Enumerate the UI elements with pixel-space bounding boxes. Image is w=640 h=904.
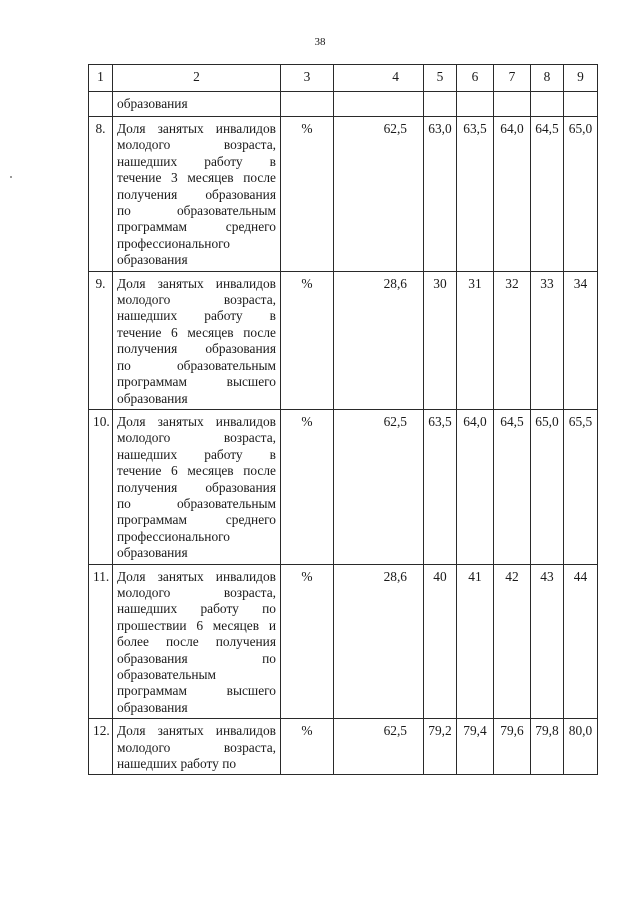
year-value-cell: 63,5 (457, 117, 494, 272)
year-value-cell: 79,6 (494, 719, 531, 775)
year-value-cell: 43 (531, 564, 564, 719)
year-value-cell: 65,0 (531, 409, 564, 564)
row-number: 10. (89, 409, 113, 564)
description-line: получения образования (117, 341, 276, 357)
header-cell: 8 (531, 65, 564, 92)
description-line: Доля занятых инвалидов (117, 568, 276, 584)
year-value-cell: 80,0 (564, 719, 598, 775)
description-line: Доля занятых инвалидов (117, 121, 276, 136)
indicator-description (113, 117, 281, 272)
description-line: нашедших работу в (117, 153, 276, 169)
year-value-cell: 64,5 (494, 409, 531, 564)
year-value-cell: 64,5 (531, 117, 564, 272)
header-cell: 6 (457, 65, 494, 92)
header-row (89, 65, 598, 92)
year-value-cell: 32 (494, 271, 531, 409)
year-value-cell: 64,0 (494, 117, 531, 272)
description-line: программам высшего (117, 374, 276, 390)
description-line: программам среднего (117, 512, 276, 528)
indicator-description (113, 271, 281, 409)
description-line: течение 3 месяцев после (117, 170, 276, 186)
description-line: профессионального (117, 235, 230, 251)
year-value-cell: 44 (564, 564, 598, 719)
indicators-table (88, 64, 598, 775)
page-number: 38 (314, 36, 326, 48)
year-value-cell: 63,0 (424, 117, 457, 272)
header-cell: 5 (424, 65, 457, 92)
row-number: 9. (89, 271, 113, 409)
unit-cell: % (281, 271, 334, 409)
description-line: Доля занятых инвалидов (117, 723, 276, 739)
description-line: программам высшего (117, 683, 276, 699)
base-value-cell: 62,5 (334, 409, 424, 564)
description-line: образования (117, 699, 188, 715)
continuation-row (89, 92, 598, 117)
description-line: программам среднего (117, 219, 276, 235)
description-line: по образовательным (117, 203, 276, 219)
unit-cell: % (281, 409, 334, 564)
description-line: образования (117, 252, 188, 268)
base-value-cell: 28,6 (334, 271, 424, 409)
year-value-cell: 30 (424, 271, 457, 409)
table-row (89, 564, 598, 719)
year-value-cell: 64,0 (457, 409, 494, 564)
table-row (89, 719, 598, 775)
description-line: нашедших работу по (117, 756, 237, 772)
description-line: получения образования (117, 479, 276, 495)
description-line: молодого возраста, (117, 584, 276, 600)
header-cell: 2 (113, 65, 281, 92)
description-line: нашедших работу в (117, 446, 276, 462)
description-line: по образовательным (117, 495, 276, 511)
continuation-text: образования (113, 92, 281, 117)
table-row (89, 271, 598, 409)
year-value-cell: 65,5 (564, 409, 598, 564)
description-line: нашедших работу по (117, 601, 276, 617)
year-value-cell: 63,5 (424, 409, 457, 564)
description-line: образования (117, 390, 188, 406)
header-cell: 3 (281, 65, 334, 92)
description-line: образования (117, 545, 188, 561)
year-value-cell: 79,4 (457, 719, 494, 775)
indicator-description (113, 564, 281, 719)
base-value-cell: 28,6 (334, 564, 424, 719)
description-line: молодого возраста, (117, 430, 276, 446)
description-line: молодого возраста, (117, 292, 276, 308)
base-value-cell: 62,5 (334, 117, 424, 272)
year-value-cell: 40 (424, 564, 457, 719)
description-line: молодого возраста, (117, 137, 276, 153)
description-line: течение 6 месяцев после (117, 324, 276, 340)
header-cell: 9 (564, 65, 598, 92)
year-value-cell: 33 (531, 271, 564, 409)
description-line: Доля занятых инвалидов (117, 275, 276, 291)
description-line: образования по (117, 650, 276, 666)
header-cell: 7 (494, 65, 531, 92)
year-value-cell: 31 (457, 271, 494, 409)
header-cell: 4 (334, 65, 424, 92)
indicator-description (113, 409, 281, 564)
row-number: 11. (89, 564, 113, 719)
unit-cell: % (281, 564, 334, 719)
unit-cell: % (281, 719, 334, 775)
year-value-cell: 79,2 (424, 719, 457, 775)
scan-speck (10, 176, 12, 178)
table-row (89, 409, 598, 564)
description-line: более после получения (117, 634, 276, 650)
description-line: прошествии 6 месяцев и (117, 617, 276, 633)
description-line: течение 6 месяцев после (117, 463, 276, 479)
row-number: 8. (89, 117, 113, 272)
year-value-cell: 65,0 (564, 117, 598, 272)
indicator-description (113, 719, 281, 775)
description-line: Доля занятых инвалидов (117, 413, 276, 429)
description-line: по образовательным (117, 357, 276, 373)
row-number: 12. (89, 719, 113, 775)
year-value-cell: 34 (564, 271, 598, 409)
year-value-cell: 79,8 (531, 719, 564, 775)
description-line: образовательным (117, 667, 217, 682)
header-cell: 1 (89, 65, 113, 92)
description-line: молодого возраста, (117, 739, 276, 755)
table-row (89, 117, 598, 272)
description-line: нашедших работу в (117, 308, 276, 324)
base-value-cell: 62,5 (334, 719, 424, 775)
year-value-cell: 41 (457, 564, 494, 719)
year-value-cell: 42 (494, 564, 531, 719)
unit-cell: % (281, 117, 334, 272)
description-line: профессионального (117, 528, 230, 544)
description-line: получения образования (117, 186, 276, 202)
